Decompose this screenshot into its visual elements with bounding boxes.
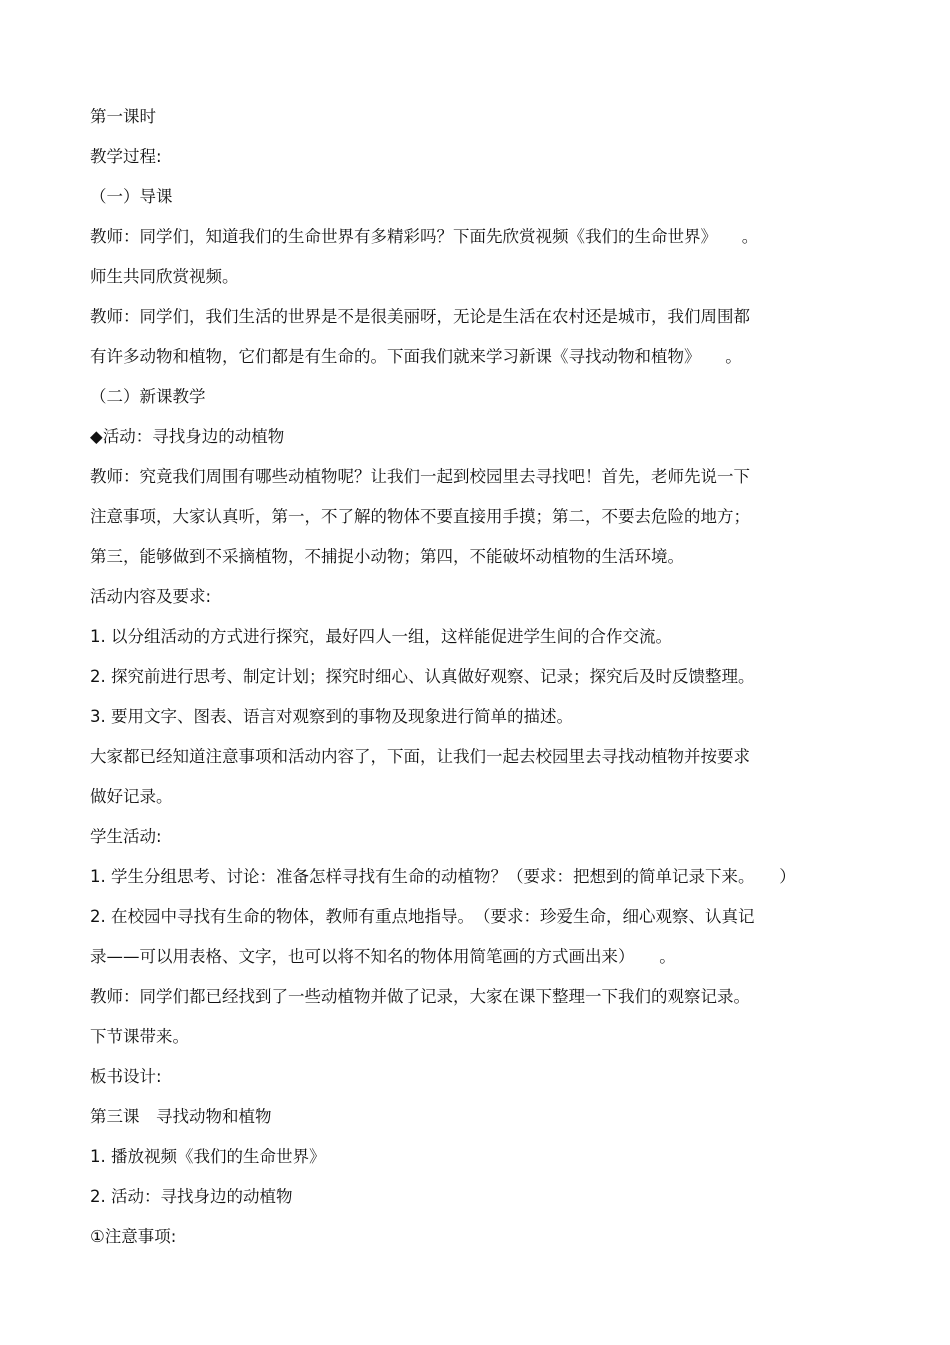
- paragraph-line: 教师：究竟我们周围有哪些动植物呢？让我们一起到校园里去寻找吧！首先，老师先说一下: [90, 467, 750, 486]
- teaching-process-heading: 教学过程:: [90, 147, 162, 166]
- section-introduction-heading: （一）导课: [90, 187, 173, 206]
- list-item: 2. 在校园中寻找有生命的物体，教师有重点地指导。 （要求：珍爱生命，细心观察、认真记: [90, 907, 755, 926]
- lesson-title: 第三课 寻找动物和植物: [90, 1107, 272, 1126]
- list-item: 1. 学生分组思考、讨论：准备怎样寻找有生命的动植物？（要求：把想到的简单记录下来。 ）: [90, 867, 796, 886]
- paragraph-line: 大家都已经知道注意事项和活动内容了，下面，让我们一起去校园里去寻找动植物并按要求: [90, 747, 750, 766]
- section-new-lesson-heading: （二）新课教学: [90, 387, 206, 406]
- list-item: ①注意事项:: [90, 1227, 177, 1246]
- paragraph-line: 做好记录。: [90, 787, 173, 806]
- list-item: 1. 以分组活动的方式进行探究，最好四人一组，这样能促进学生间的合作交流。: [90, 627, 672, 646]
- list-item: 2. 活动：寻找身边的动植物: [90, 1187, 293, 1206]
- student-activity-heading: 学生活动:: [90, 827, 162, 846]
- paragraph-line: 第三，能够做到不采摘植物，不捕捉小动物；第四，不能破坏动植物的生活环境。: [90, 547, 684, 566]
- list-item: 2. 探究前进行思考、制定计划；探究时细心、认真做好观察、记录；探究后及时反馈整理。: [90, 667, 755, 686]
- list-item: 1. 播放视频《我们的生命世界》: [90, 1147, 326, 1166]
- paragraph-line: 录——可以用表格、文字，也可以将不知名的物体用简笔画的方式画出来） 。: [90, 947, 676, 966]
- paragraph-line: 注意事项，大家认真听，第一，不了解的物体不要直接用手摸；第二，不要去危险的地方；: [90, 507, 750, 526]
- paragraph-line: 下节课带来。: [90, 1027, 189, 1046]
- board-design-heading: 板书设计:: [90, 1067, 162, 1086]
- paragraph-line: 有许多动物和植物，它们都是有生命的。下面我们就来学习新课《寻找动物和植物》 。: [90, 347, 742, 366]
- paragraph-line: 教师：同学们，我们生活的世界是不是很美丽呀，无论是生活在农村还是城市，我们周围都: [90, 307, 750, 326]
- paragraph-line: 教师：同学们，知道我们的生命世界有多精彩吗？下面先欣赏视频《我们的生命世界》 。: [90, 227, 759, 246]
- lesson-period-heading: 第一课时: [90, 107, 156, 126]
- paragraph-line: 教师：同学们都已经找到了一些动植物并做了记录，大家在课下整理一下我们的观察记录。: [90, 987, 750, 1006]
- list-item: 3. 要用文字、图表、语言对观察到的事物及现象进行简单的描述。: [90, 707, 573, 726]
- activity-requirements-heading: 活动内容及要求:: [90, 587, 212, 606]
- activity-heading: ◆活动：寻找身边的动植物: [90, 427, 285, 446]
- paragraph-line: 师生共同欣赏视频。: [90, 267, 239, 286]
